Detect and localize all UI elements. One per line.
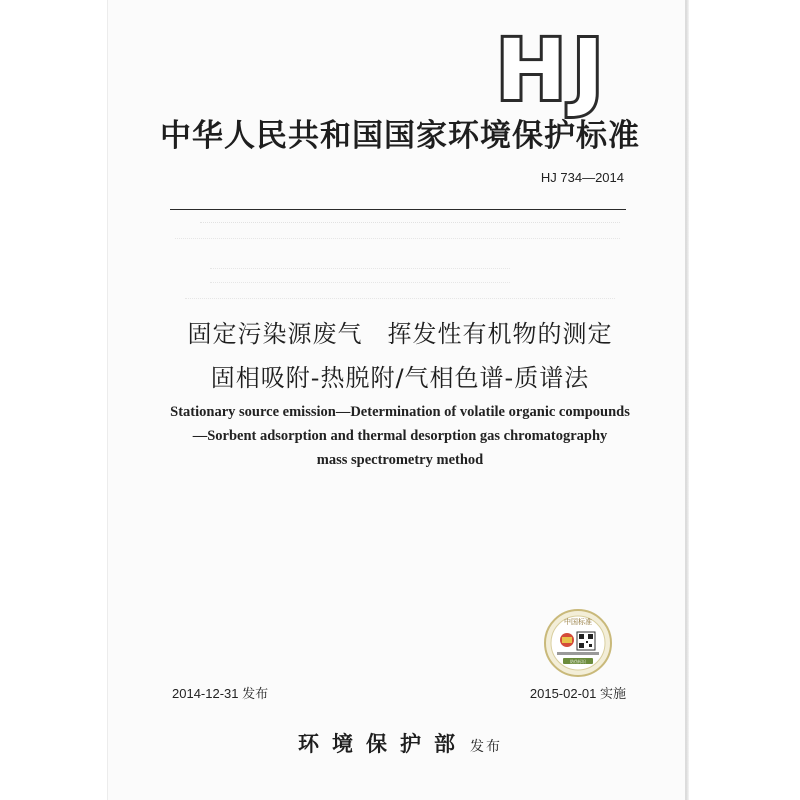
bleed-through-line xyxy=(200,222,620,231)
issuer-line xyxy=(0,728,800,758)
english-title-line-2: —Sorbent adsorption and thermal desorption gas chromatography xyxy=(192,428,608,444)
issuer-name: 环境保护部 xyxy=(298,731,468,756)
bleed-through-line xyxy=(175,238,620,247)
chinese-title-line-1: 固定污染源废气 挥发性有机物的测定 xyxy=(187,320,613,348)
implementation-date: 2015-02-01 实施 xyxy=(529,686,626,701)
bleed-through-line xyxy=(210,282,510,291)
anti-counterfeit-seal-icon xyxy=(543,608,613,678)
english-title-line-3: mass spectrometry method xyxy=(316,452,484,468)
standard-number: HJ 734—2014 xyxy=(540,170,624,185)
bleed-through-line xyxy=(185,298,615,307)
standard-category-title: 中华人民共和国国家环境保护标准 xyxy=(160,118,640,154)
issue-date: 2014-12-31 发布 xyxy=(172,686,269,701)
bleed-through-line xyxy=(210,268,510,277)
hj-logo: HJ xyxy=(496,21,610,119)
header-rule xyxy=(170,209,626,210)
english-title-line-1: Stationary source emission—Determination of volatile organic compounds xyxy=(170,404,630,420)
issuer-suffix: 发布 xyxy=(470,739,502,755)
svg-text:中国标准: 中国标准 xyxy=(564,618,592,626)
svg-text:防伪标识: 防伪标识 xyxy=(570,659,586,664)
chinese-title-line-2: 固相吸附-热脱附/气相色谱-质谱法 xyxy=(210,364,590,392)
